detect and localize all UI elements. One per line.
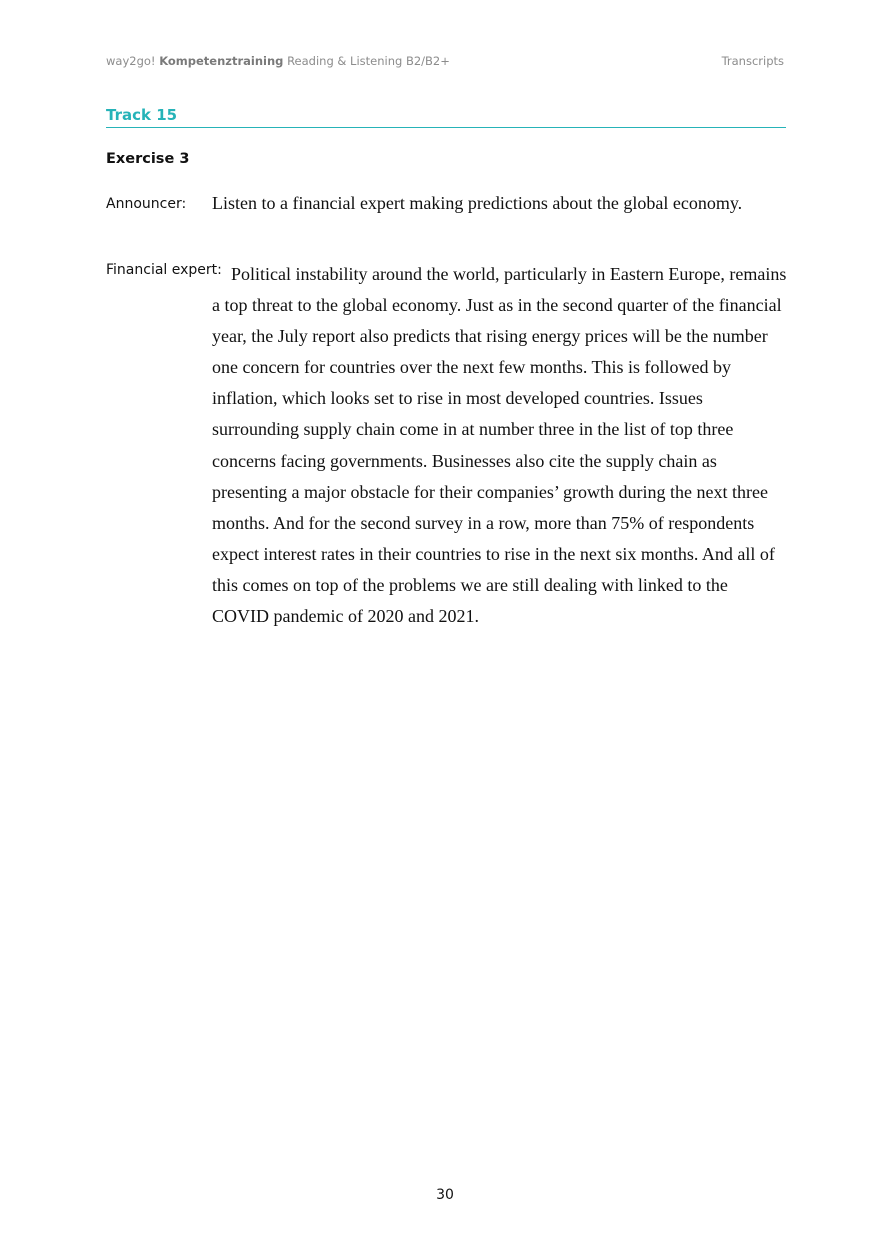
header-product: Kompetenztraining (159, 54, 284, 68)
speech-line: inflation, which looks set to rise in most developed countries. Issues (212, 388, 703, 409)
speech-line: months. And for the second survey in a row, more than 75% of respondents (212, 512, 755, 533)
announcer-label: Announcer: (106, 196, 187, 212)
speech-line: presenting a major obstacle for their companies’ growth during the next three (212, 481, 768, 502)
speech-line: one concern for countries over the next few months. This is followed by (212, 357, 732, 378)
speech-line: Political instability around the world, particularly in Eastern Europe, remains (231, 264, 787, 284)
page-number: 30 (436, 1187, 454, 1203)
exercise-heading: Exercise 3 (106, 151, 190, 167)
announcer-speech: Listen to a financial expert making predictions about the global economy. (212, 193, 743, 213)
financial-expert-label: Financial expert: (106, 262, 222, 278)
speech-line: surrounding supply chain come in at number three in the list of top three (212, 419, 734, 440)
speech-line: year, the July report also predicts that rising energy prices will be the number (212, 326, 768, 347)
page-header-title (106, 54, 450, 68)
track-heading: Track 15 (106, 106, 178, 124)
track-divider (106, 127, 786, 128)
speech-line: COVID pandemic of 2020 and 2021. (212, 606, 479, 627)
speech-line: this comes on top of the problems we are still dealing with linked to the (212, 574, 728, 595)
header-brand: way2go! (106, 54, 156, 68)
header-subtitle: Reading & Listening B2/B2+ (287, 54, 450, 68)
financial-expert-speech (212, 259, 786, 632)
speech-line: expect interest rates in their countries to rise in the next six months. And all of (212, 543, 775, 564)
speech-line: concerns facing governments. Businesses also cite the supply chain as (212, 450, 717, 471)
page-header-section: Transcripts (721, 54, 784, 68)
speech-line: a top threat to the global economy. Just as in the second quarter of the financial (212, 295, 782, 316)
